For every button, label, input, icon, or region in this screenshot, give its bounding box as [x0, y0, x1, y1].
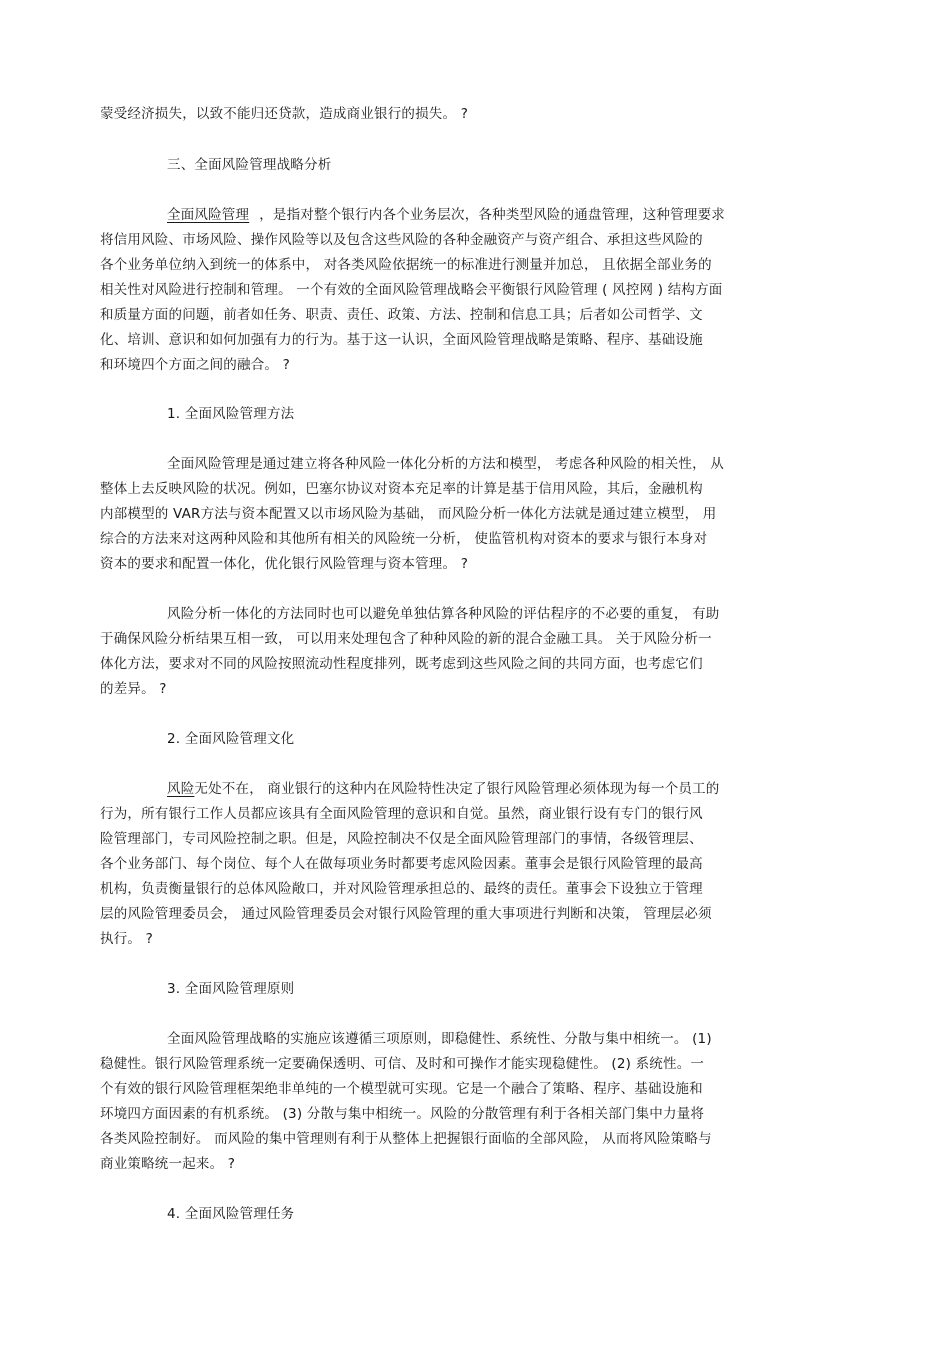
text-line: 综合的方法来对这两种风险和其他所有相关的风险统一分析， 使监管机构对资本的要求与银行本身对	[100, 531, 708, 547]
text-line: 相关性对风险进行控制和管理。 一个有效的全面风险管理战略会平衡银行风险管理 ( 风控网 ) 结构方面	[100, 282, 723, 298]
text-line: 稳健性。银行风险管理系统一定要确保透明、可信、及时和可操作才能实现稳健性。 (2) 系统性。一	[100, 1056, 705, 1072]
text-line: 于确保风险分析结果互相一致， 可以用来处理包含了种种风险的新的混合金融工具。 关于风险分析一	[100, 631, 712, 647]
text-line: 风险无处不在， 商业银行的这种内在风险特性决定了银行风险管理必须体现为每一个员工的	[167, 781, 720, 797]
text-line: 整体上去反映风险的状况。例如，巴塞尔协议对资本充足率的计算是基于信用风险，其后，金融机构	[100, 481, 703, 497]
text-line: 行为，所有银行工作人员都应该具有全面风险管理的意识和自觉。虽然，商业银行设有专门的银行风	[100, 806, 703, 822]
section-heading: 1. 全面风险管理方法	[167, 406, 295, 422]
text-line: 执行。 ?	[100, 931, 153, 947]
text-line: 资本的要求和配置一体化，优化银行风险管理与资本管理。 ?	[100, 556, 469, 572]
text-line: 个有效的银行风险管理框架绝非单纯的一个模型就可实现。它是一个融合了策略、程序、基础设施和	[100, 1081, 703, 1097]
underlined-term: 全面风险管理	[167, 207, 250, 223]
text-line: 机构，负责衡量银行的总体风险敞口，并对风险管理承担总的、最终的责任。董事会下设独立于管理	[100, 881, 703, 897]
text-line: 和质量方面的问题，前者如任务、职责、责任、政策、方法、控制和信息工具；后者如公司哲学、文	[100, 307, 703, 323]
section-heading: 4. 全面风险管理任务	[167, 1206, 295, 1222]
text-line: 和环境四个方面之间的融合。 ?	[100, 357, 290, 373]
text-line: 险管理部门，专司风险控制之职。但是，风险控制决不仅是全面风险管理部门的事情，各级管理层、	[100, 831, 703, 847]
text-line: 风险分析一体化的方法同时也可以避免单独估算各种风险的评估程序的不必要的重复， 有助	[167, 606, 720, 622]
text-line: 将信用风险、市场风险、操作风险等以及包含这些风险的各种金融资产与资产组合、承担这些风险的	[100, 232, 703, 248]
text-line: 全面风险管理战略的实施应该遵循三项原则，即稳健性、系统性、分散与集中相统一。 (1)	[167, 1031, 712, 1047]
text-line: 内部模型的 VAR方法与资本配置又以市场风险为基础， 而风险分析一体化方法就是通过建立模型， 用	[100, 506, 717, 522]
text-line: 全面风险管理 ，是指对整个银行内各个业务层次，各种类型风险的通盘管理，这种管理要求	[167, 207, 726, 223]
text-line: 体化方法，要求对不同的风险按照流动性程度排列，既考虑到这些风险之间的共同方面，也考虑它们	[100, 656, 703, 672]
underlined-term: 风险	[167, 781, 195, 797]
text-line: 的差异。 ?	[100, 681, 167, 697]
text-line: 蒙受经济损失，以致不能归还贷款，造成商业银行的损失。 ?	[100, 106, 469, 122]
text-line: 各类风险控制好。 而风险的集中管理则有利于从整体上把握银行面临的全部风险， 从而将风险策略与	[100, 1131, 712, 1147]
text-line: 全面风险管理是通过建立将各种风险一体化分析的方法和模型， 考虑各种风险的相关性， 从	[167, 456, 724, 472]
text-line: 化、培训、意识和如何加强有力的行为。基于这一认识，全面风险管理战略是策略、程序、基础设施	[100, 332, 703, 348]
text-line: 商业策略统一起来。 ?	[100, 1156, 236, 1172]
section-heading: 三、全面风险管理战略分析	[167, 157, 332, 173]
text-line: 环境四方面因素的有机系统。 (3) 分散与集中相统一。风险的分散管理有利于各相关部门集中力量将	[100, 1106, 705, 1122]
text-line: 各个业务部门、每个岗位、每个人在做每项业务时都要考虑风险因素。董事会是银行风险管理的最高	[100, 856, 703, 872]
section-heading: 2. 全面风险管理文化	[167, 731, 295, 747]
text-line: 层的风险管理委员会， 通过风险管理委员会对银行风险管理的重大事项进行判断和决策， 管理层必须	[100, 906, 712, 922]
text-line: 各个业务单位纳入到统一的体系中， 对各类风险依据统一的标准进行测量并加总， 且依据全部业务的	[100, 257, 712, 273]
section-heading: 3. 全面风险管理原则	[167, 981, 295, 997]
